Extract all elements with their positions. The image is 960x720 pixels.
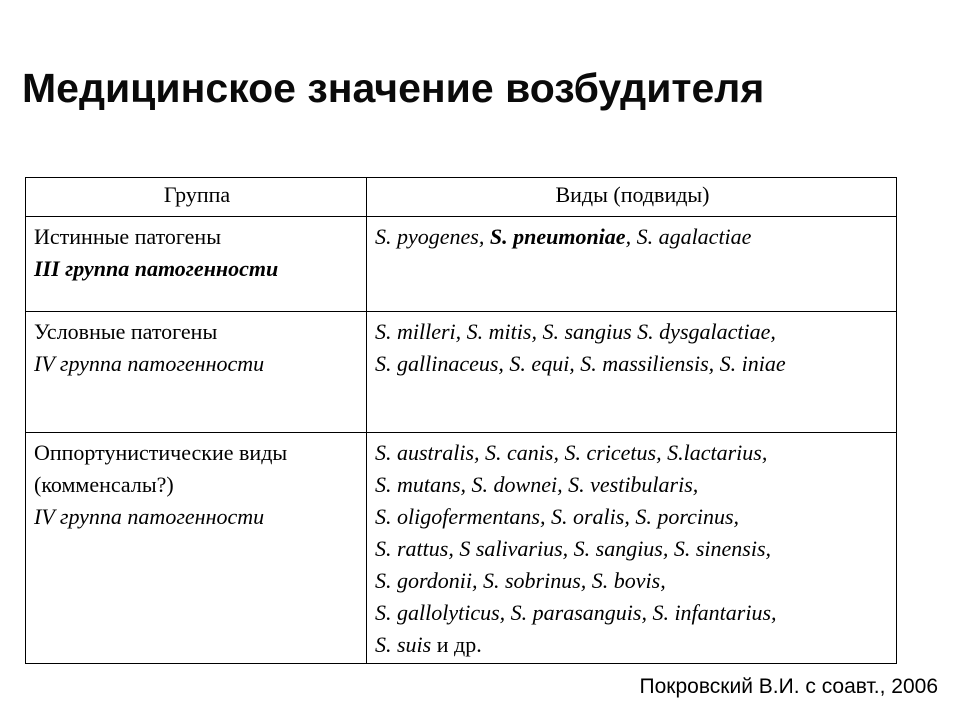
species-text: S. pyogenes,: [375, 224, 490, 249]
table-row: [26, 312, 897, 433]
group-name: Оппортунистические виды: [34, 440, 288, 465]
group-cell: [26, 312, 367, 433]
species-text: S. suis: [375, 632, 432, 657]
species-line: S. australis, S. canis, S. cricetus, S.lactarius,: [375, 440, 768, 465]
slide-title: Медицинское значение возбудителя: [22, 65, 765, 111]
species-cell: [367, 312, 897, 433]
species-line: S. oligofermentans, S. oralis, S. porcinus,: [375, 504, 740, 529]
group-cell: [26, 433, 367, 664]
table-row: [26, 217, 897, 312]
species-line: S. gallolyticus, S. parasanguis, S. infantarius,: [375, 600, 777, 625]
pathogen-table: [25, 177, 897, 664]
group-cell: [26, 217, 367, 312]
group-name: Истинные патогены: [34, 224, 221, 249]
species-etc: и др.: [431, 632, 482, 657]
species-line: S. gordonii, S. sobrinus, S. bovis,: [375, 568, 666, 593]
species-line: [375, 221, 890, 253]
header-species: Виды (подвиды): [367, 178, 897, 217]
table-row: [26, 433, 897, 664]
species-line: S. mutans, S. downei, S. vestibularis,: [375, 472, 699, 497]
table-header-row: [26, 178, 897, 217]
header-group: Группа: [26, 178, 367, 217]
species-cell: [367, 217, 897, 312]
species-line: S. rattus, S salivarius, S. sangius, S. sinensis,: [375, 536, 772, 561]
pathogenicity-group: IV группа патогенности: [34, 351, 265, 376]
group-name: (комменсалы?): [34, 472, 174, 497]
species-line: S. gallinaceus, S. equi, S. massiliensis, S. iniae: [375, 351, 786, 376]
source-citation: Покровский В.И. с соавт., 2006: [639, 675, 938, 698]
pathogenicity-group: III группа патогенности: [34, 256, 279, 281]
pathogenicity-group: IV группа патогенности: [34, 504, 265, 529]
species-cell: [367, 433, 897, 664]
species-highlight: S. pneumoniae: [489, 224, 626, 249]
group-name: Условные патогены: [34, 319, 218, 344]
species-line: [375, 629, 890, 661]
species-text: , S. agalactiae: [625, 224, 752, 249]
species-line: S. milleri, S. mitis, S. sangius S. dysgalactiae,: [375, 319, 776, 344]
